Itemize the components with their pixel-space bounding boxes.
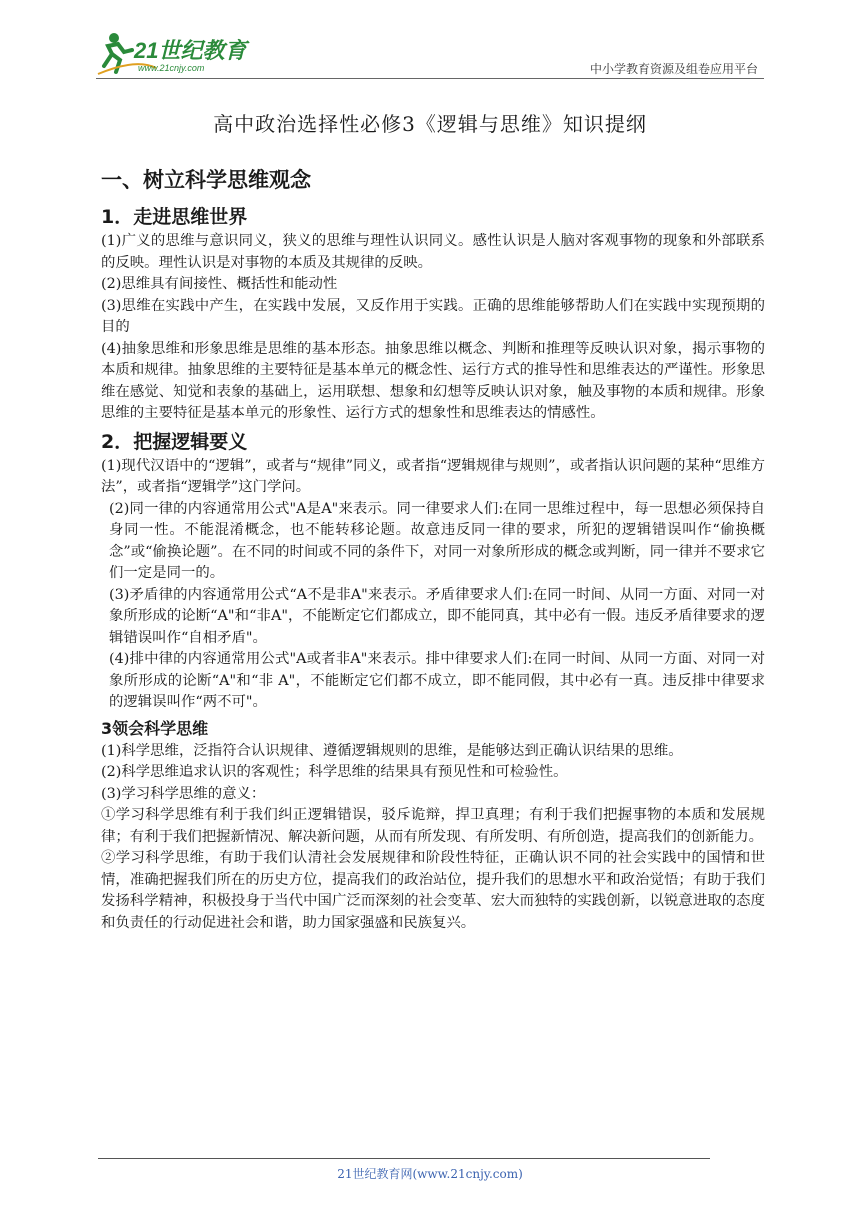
paragraph: (3)矛盾律的内容通常用公式“A不是非A"来表示。矛盾律要求人们:在同一时间、从同一方面、对同一对象所形成的论断“A"和“非A"，不能断定它们都成立，即不能同真，其中必有一假。违反矛盾律要求的逻辑错误叫作“自相矛盾"。	[109, 586, 765, 646]
paragraph: (1)现代汉语中的“逻辑”，或者与“规律”同义，或者指“逻辑规律与规则”，或者指认识问题的某种“思维方法”，或者指“逻辑学”这门学问。	[101, 457, 765, 495]
paragraph: (2)思维具有间接性、概括性和能动性	[101, 276, 338, 292]
runner-logo-icon	[96, 28, 266, 80]
platform-tagline: 中小学教育资源及组卷应用平台	[589, 62, 758, 76]
paragraph: (4)抽象思维和形象思维是思维的基本形态。抽象思维以概念、判断和推理等反映认识对象，揭示事物的本质和规律。抽象思维的主要特征是基本单元的概念性、运行方式的推导性和思维表达的严谨性。形象思维在感觉、知觉和表象的基础上，运用联想、想象和幻想等反映认识对象，触及事物的本质和规律。形象思维的主要特征是基本单元的形象性、运行方式的想象性和思维表达的情感性。	[101, 340, 765, 421]
section-heading: 一、树立科学思维观念	[101, 168, 311, 192]
page-header	[96, 28, 764, 84]
paragraph: (2)同一律的内容通常用公式"A是A"来表示。同一律要求人们:在同一思维过程中，每一思想必须保持自身同一性。不能混淆概念，也不能转移论题。故意违反同一律的要求，所犯的逻辑错误叫作“偷换概念”或“偷换论题”。在不同的时间或不同的条件下，对同一对象所形成的概念或判断，同一律并不要求它们一定是同一的。	[109, 500, 765, 581]
document-body	[101, 164, 765, 934]
paragraph: (3)学习科学思维的意义：	[101, 785, 266, 802]
header-divider	[96, 78, 764, 79]
subsection-heading: 2．把握逻辑要义	[101, 430, 248, 453]
paragraph: (3)思维在实践中产生，在实践中发展，又反作用于实践。正确的思维能够帮助人们在实践中实现预期的目的	[101, 297, 765, 335]
svg-text:21世纪教育: 21世纪教育	[134, 38, 247, 63]
subsection-heading: 1．走进思维世界	[101, 206, 248, 228]
paragraph: (4)排中律的内容通常用公式"A或者非A"来表示。排中律要求人们:在同一时间、从同一方面、对同一对象所形成的论断“A"和“非 A"，不能断定它们都不成立，即不能同假，其中必有一真。违反排中律要求的逻辑误叫作“两不可"。	[109, 651, 765, 710]
paragraph: ①学习科学思维有利于我们纠正逻辑错误，驳斥诡辩，捍卫真理；有利于我们把握事物的本质和发展规律；有利于我们把握新情况、解决新问题，从而有所发现、有所发明、有所创造，提高我们的创新能力。	[101, 807, 765, 845]
document-title: 高中政治选择性必修3《逻辑与思维》知识提纲	[213, 112, 647, 136]
paragraph: ②学习科学思维，有助于我们认清社会发展规律和阶段性特征，正确认识不同的社会实践中的国情和世情，准确把握我们所在的历史方位，提高我们的政治站位，提升我们的思想水平和政治觉悟；有助于我们发扬科学精神，积极投身于当代中国广泛而深刻的社会变革、宏大而独特的实践创新，以锐意进取的态度和负责任的行动促进社会和谐，助力国家强盛和民族复兴。	[101, 850, 765, 931]
svg-text:www.21cnjy.com: www.21cnjy.com	[138, 63, 205, 73]
footer-divider	[98, 1158, 710, 1159]
subsection-heading: 3领会科学思维	[101, 718, 209, 738]
site-logo[interactable]	[96, 28, 266, 80]
footer-link[interactable]: 21世纪教育网(www.21cnjy.com)	[337, 1167, 523, 1181]
paragraph: (1)广义的思维与意识同义，狭义的思维与理性认识同义。感性认识是人脑对客观事物的现象和外部联系的反映。理性认识是对事物的本质及其规律的反映。	[101, 233, 765, 271]
paragraph: (2)科学思维追求认识的客观性；科学思维的结果具有预见性和可检验性。	[101, 764, 568, 780]
paragraph: (1)科学思维，泛指符合认识规律、遵循逻辑规则的思维，是能够达到正确认识结果的思维。	[101, 742, 683, 759]
